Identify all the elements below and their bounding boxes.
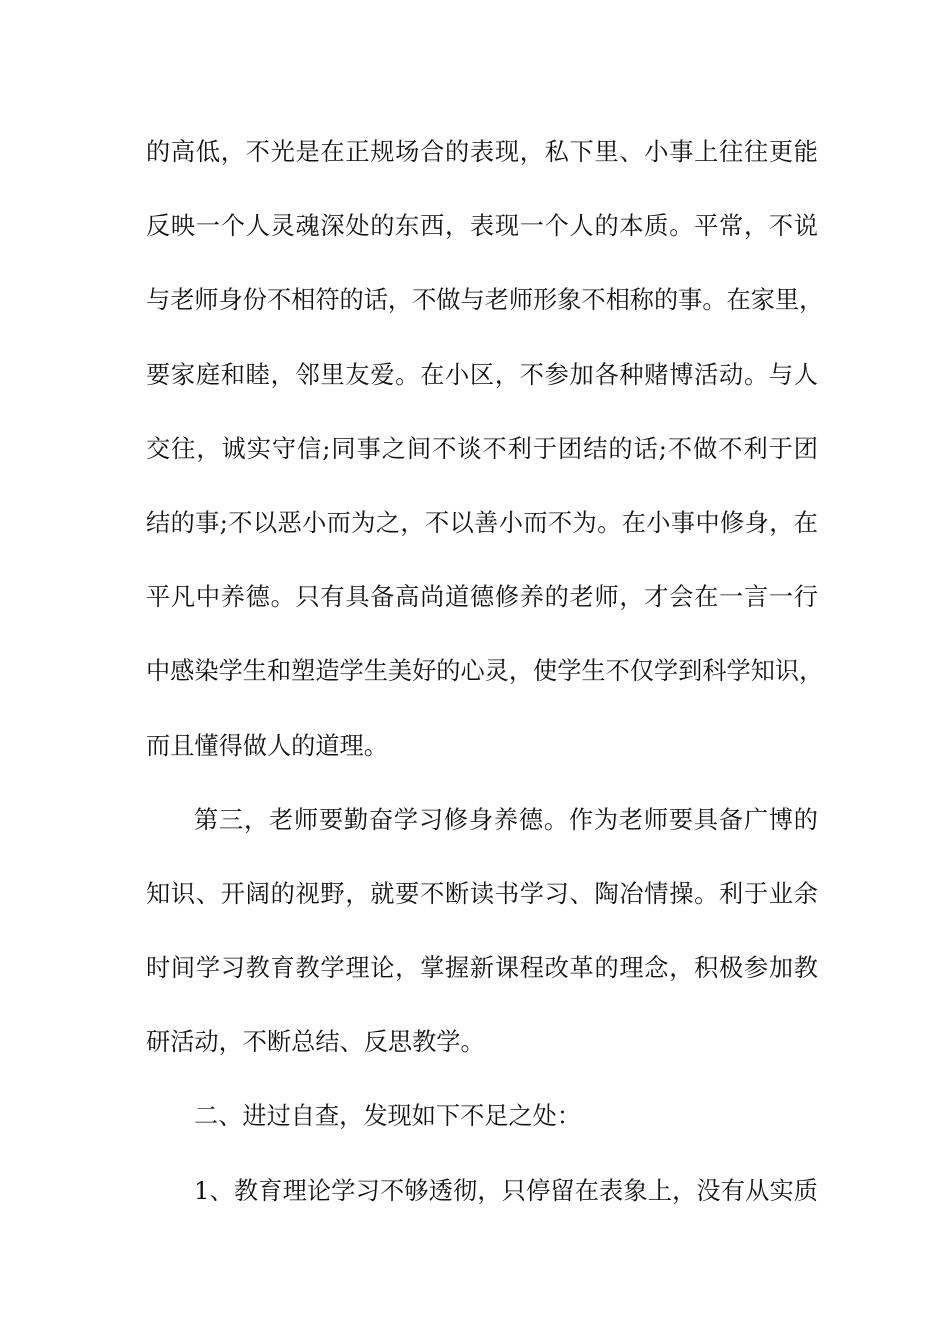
- text-line: 要家庭和睦，邻里友爱。在小区，不参加各种赌博活动。与人: [146, 360, 818, 389]
- text-line: 的高低，不光是在正规场合的表现，私下里、小事上往往更能: [146, 138, 818, 166]
- text-line: 中感染学生和塑造学生美好的心灵，使学生不仅学到科学知识，: [146, 657, 824, 686]
- text-line: 研活动，不断总结、反思教学。: [146, 1028, 485, 1057]
- section-heading: 二、进过自查，发现如下不足之处：: [194, 1102, 582, 1131]
- list-item-first-line: 1、教育理论学习不够透彻，只停留在表象上，没有从实质: [194, 1176, 818, 1205]
- paragraph-first-line: 第三，老师要勤奋学习修身养德。作为老师要具备广博的: [194, 805, 818, 834]
- text-line: 反映一个人灵魂深处的东西，表现一个人的本质。平常，不说: [146, 212, 818, 241]
- text-line: 交往，诚实守信;同事之间不谈不利于团结的话;不做不利于团: [146, 434, 818, 463]
- text-line: 而且懂得做人的道理。: [146, 731, 388, 760]
- text-line: 平凡中养德。只有具备高尚道德修养的老师，才会在一言一行: [146, 583, 818, 612]
- text-line: 时间学习教育教学理论，掌握新课程改革的理念，积极参加教: [146, 954, 818, 983]
- body-text: [146, 128, 824, 1241]
- text-line: 与老师身份不相符的话，不做与老师形象不相称的事。在家里，: [146, 286, 824, 315]
- text-line: 结的事;不以恶小而为之，不以善小而不为。在小事中修身，在: [146, 508, 818, 537]
- text-line: 知识、开阔的视野，就要不断读书学习、陶冶情操。利于业余: [146, 879, 818, 908]
